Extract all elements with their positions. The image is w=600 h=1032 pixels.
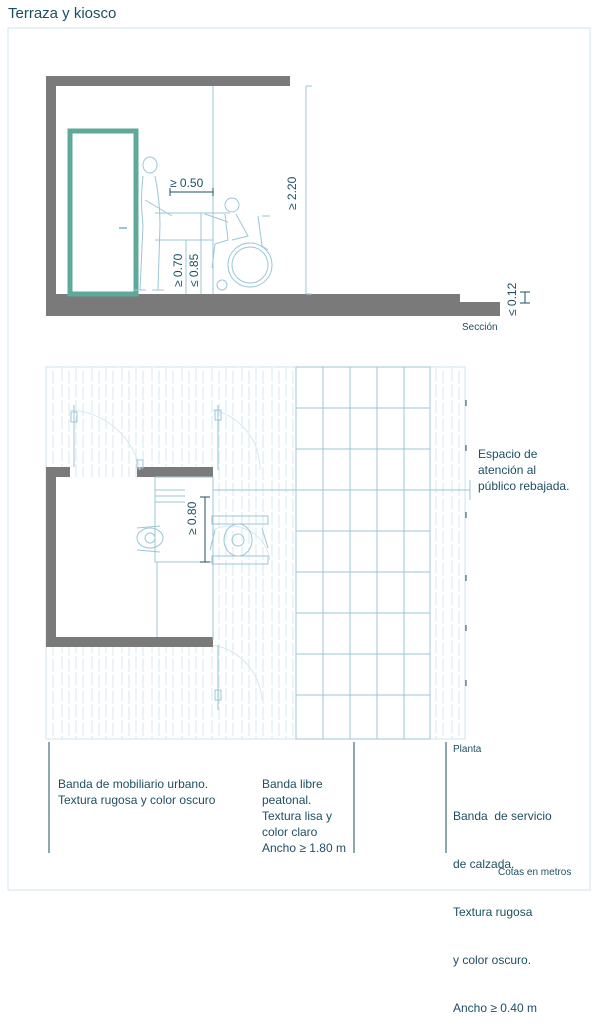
attention-label (478, 446, 569, 494)
page-title: Terraza y kiosco (8, 5, 117, 22)
band-label-line: Banda libre (262, 777, 323, 791)
kiosk-wall-bottom (46, 637, 213, 647)
kiosk-wall-left (46, 467, 56, 647)
band-label-line: color claro (262, 825, 318, 839)
band-label-line: Ancho ≥ 0.40 m (453, 1001, 537, 1015)
band-label-line: Textura rugosa (453, 905, 533, 919)
dim-012: ≤ 0.12 (505, 282, 519, 316)
road-slab (460, 302, 500, 316)
dim-070: ≥ 0.70 (171, 253, 185, 287)
attention-label-line: público rebajada. (478, 479, 570, 493)
plan-caption: Planta (453, 744, 482, 755)
attention-label-line: Espacio de (478, 447, 538, 461)
pedestrian-band (296, 367, 430, 739)
standing-person (134, 157, 172, 290)
units-note: Cotas en metros (498, 867, 572, 878)
door-handle (119, 227, 127, 229)
roadway-band-label (453, 776, 552, 1032)
door-frame (70, 131, 136, 294)
band-label-line: Banda de mobiliario urbano. (58, 777, 209, 791)
attention-label-line: atención al (478, 463, 537, 477)
band-label-line: Banda de servicio (453, 809, 552, 823)
pedestrian-band-label (262, 776, 346, 856)
section-caption: Sección (462, 322, 498, 333)
band-label-line: Textura rugosa y color oscuro (58, 793, 216, 807)
roof-slab (46, 76, 290, 86)
urban-furniture-band-label (58, 776, 215, 808)
dim-080: ≥ 0.80 (185, 501, 199, 535)
left-wall (46, 76, 56, 316)
kiosk-wall-top-right (137, 467, 213, 477)
band-label-line: y color oscuro. (453, 953, 532, 967)
wheelchair-person (205, 198, 272, 290)
floor-slab (46, 294, 460, 316)
roadway-band (430, 367, 465, 739)
band-label-line: Ancho ≥ 1.80 m (262, 841, 346, 855)
band-label-line: de calzada. (453, 857, 515, 871)
band-label-line: Textura lisa y (262, 809, 333, 823)
dim-050: ≥ 0.50 (170, 176, 204, 190)
dim-085: ≤ 0.85 (187, 253, 201, 287)
dim-220: ≥ 2.20 (285, 176, 299, 210)
band-label-line: peatonal. (262, 793, 312, 807)
